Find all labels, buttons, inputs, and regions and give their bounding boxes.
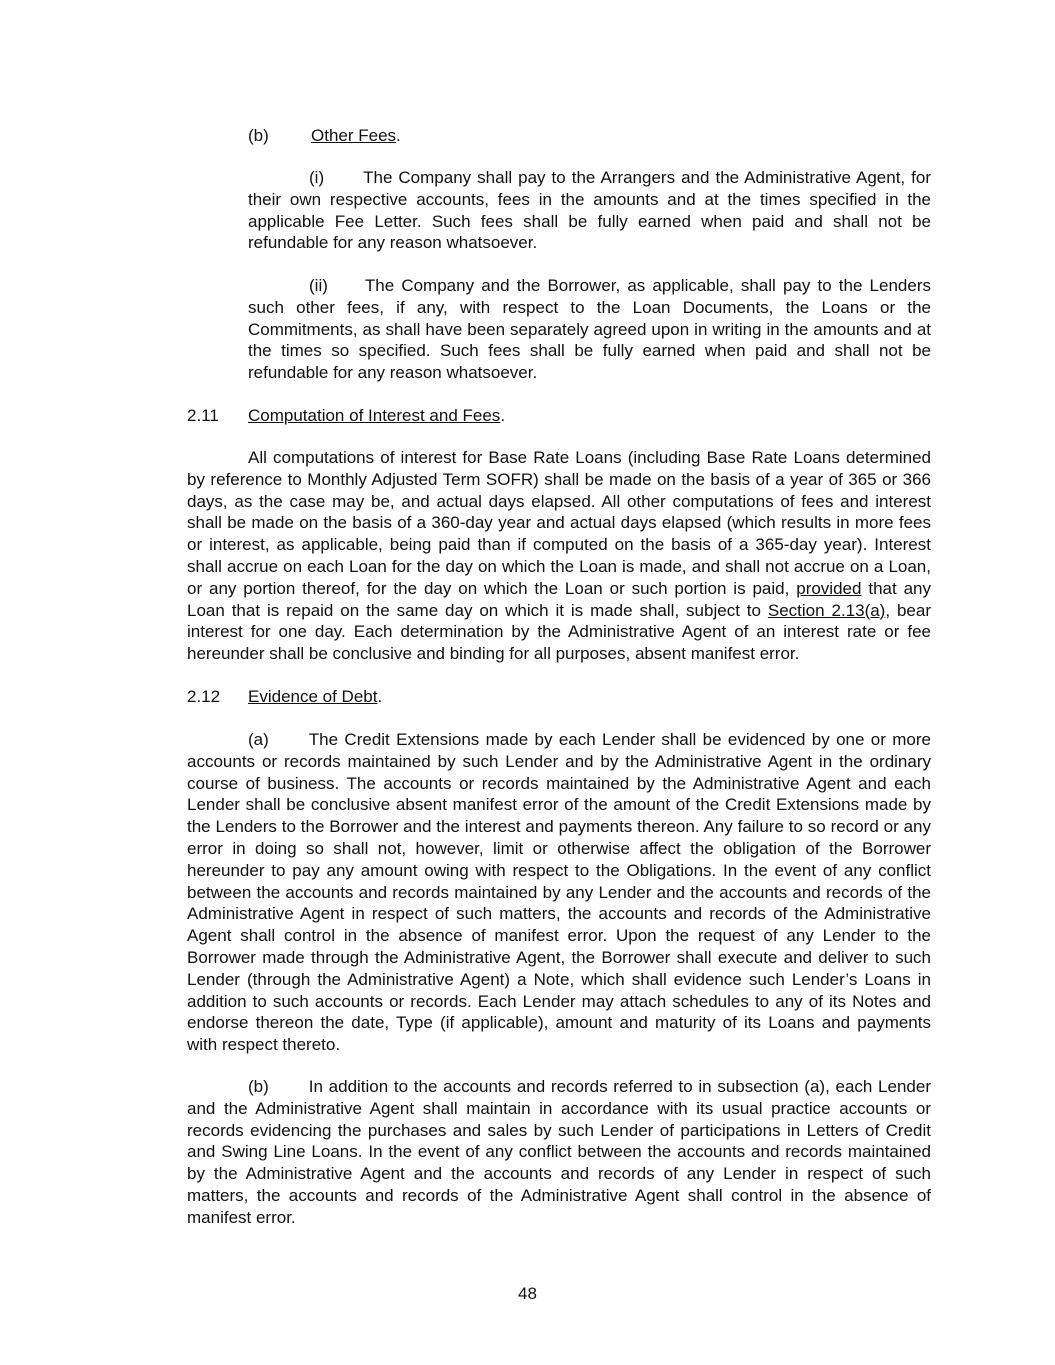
section-2-12-title-line (248, 686, 382, 708)
provided-term: provided (796, 578, 862, 598)
other-fees-title-line (311, 125, 401, 147)
item-text: The Company and the Borrower, as applicable, shall pay to the Lenders such other fees, if any, with respect to the Loan Documents, the Loans or the Commitments, as shall have been separately agreed upon in writing in the amounts and at the times so specified. Such fees shall be fully earned when paid and shall not be refundable for any reason whatsoever. (248, 276, 931, 383)
item-marker: (a) (248, 730, 269, 749)
section-2-12-number: 2.12 (187, 687, 221, 706)
section-2-12-item-b (187, 1076, 931, 1229)
other-fees-item-i (248, 167, 931, 254)
section-2-11-number-line (187, 405, 219, 427)
item-text: The Credit Extensions made by each Lender shall be evidenced by one or more accounts or records maintained by such Lender and by the Administrative Agent in the ordinary course of business. The accounts or records maintained by the Administrative Agent and each Lender shall be conclusive absent manifest error of the amount of the Credit Extensions made by the Lenders to the Borrower and the interest and payments thereon. Any failure to so record or any error in doing so shall not, however, limit or otherwise affect the obligation of the Borrower hereunder to pay any amount owing with respect to the Obligations. In the event of any conflict between the accounts and records maintained by any Lender and the accounts and records of the Administrative Agent in respect of such matters, the accounts and records of the Administrative Agent shall control in the absence of manifest error. Upon the request of any Lender to the Borrower made through the Administrative Agent, the Borrower shall execute and deliver to such Lender (through the Administrative Agent) a Note, which shall evidence such Lender’s Loans in addition to such accounts or records. Each Lender may attach schedules to any of its Notes and endorse thereon the date, Type (if applicable), amount and maturity of its Loans and payments with respect thereto. (187, 730, 931, 1055)
other-fees-item-ii (248, 275, 931, 384)
body-text-3: , bear interest for one day. Each determination by the Administrative Agent of an interest rate or fee hereunder shall be conclusive and binding for all purposes, absent manifest error. (187, 600, 931, 664)
other-fees-period: . (396, 126, 401, 145)
other-fees-marker: (b) (248, 126, 269, 145)
page-number: 48 (518, 1284, 537, 1303)
item-marker: (ii) (309, 276, 328, 295)
other-fees-title: Other Fees (311, 126, 397, 145)
section-2-11-title: Computation of Interest and Fees (248, 406, 501, 425)
section-2-11-period: . (500, 406, 506, 425)
section-2-12-number-line (187, 686, 220, 708)
section-2-11-title-line (248, 405, 505, 427)
section-2-11-number: 2.11 (187, 406, 219, 425)
body-text-1: All computations of interest for Base Rate Loans (including Base Rate Loans determined by reference to Monthly Adjusted Term SOFR) shall be made on the basis of a year of 365 or 366 days, as the case may be, and actual days elapsed. All other computations of fees and interest shall be made on the basis of a 360-day year and actual days elapsed (which results in more fees or interest, as applicable, being paid than if computed on the basis of a 365-day year). Interest shall accrue on each Loan for the day on which the Loan is made, and shall not accrue on a Loan, or any portion thereof, for the day on which the Loan or such portion is paid, (187, 448, 931, 598)
item-marker: (b) (248, 1077, 269, 1096)
section-2-11-body (187, 447, 931, 665)
other-fees-heading (248, 125, 269, 147)
section-2-12-title: Evidence of Debt (248, 687, 378, 706)
body-text-2: that any Loan that is repaid on the same day on which it is made shall, subject to (187, 578, 931, 620)
item-text: The Company shall pay to the Arrangers and the Administrative Agent, for their own respective accounts, fees in the amounts and at the times specified in the applicable Fee Letter. Such fees shall be fully earned when paid and shall not be refundable for any reason whatsoever. (248, 168, 931, 253)
item-marker: (i) (309, 168, 325, 187)
section-2-12-item-a (187, 729, 931, 1056)
item-text: In addition to the accounts and records referred to in subsection (a), each Lender and the Administrative Agent shall maintain in accordance with its usual practice accounts or records evidencing the purchases and sales by such Lender of participations in Letters of Credit and Swing Line Loans. In the event of any conflict between the accounts and records maintained by the Administrative Agent and the accounts and records of any Lender in respect of such matters, the accounts and records of the Administrative Agent shall control in the absence of manifest error. (187, 1077, 931, 1227)
section-2-13a-reference: Section 2.13(a) (767, 600, 886, 620)
section-2-12-period: . (377, 687, 383, 706)
